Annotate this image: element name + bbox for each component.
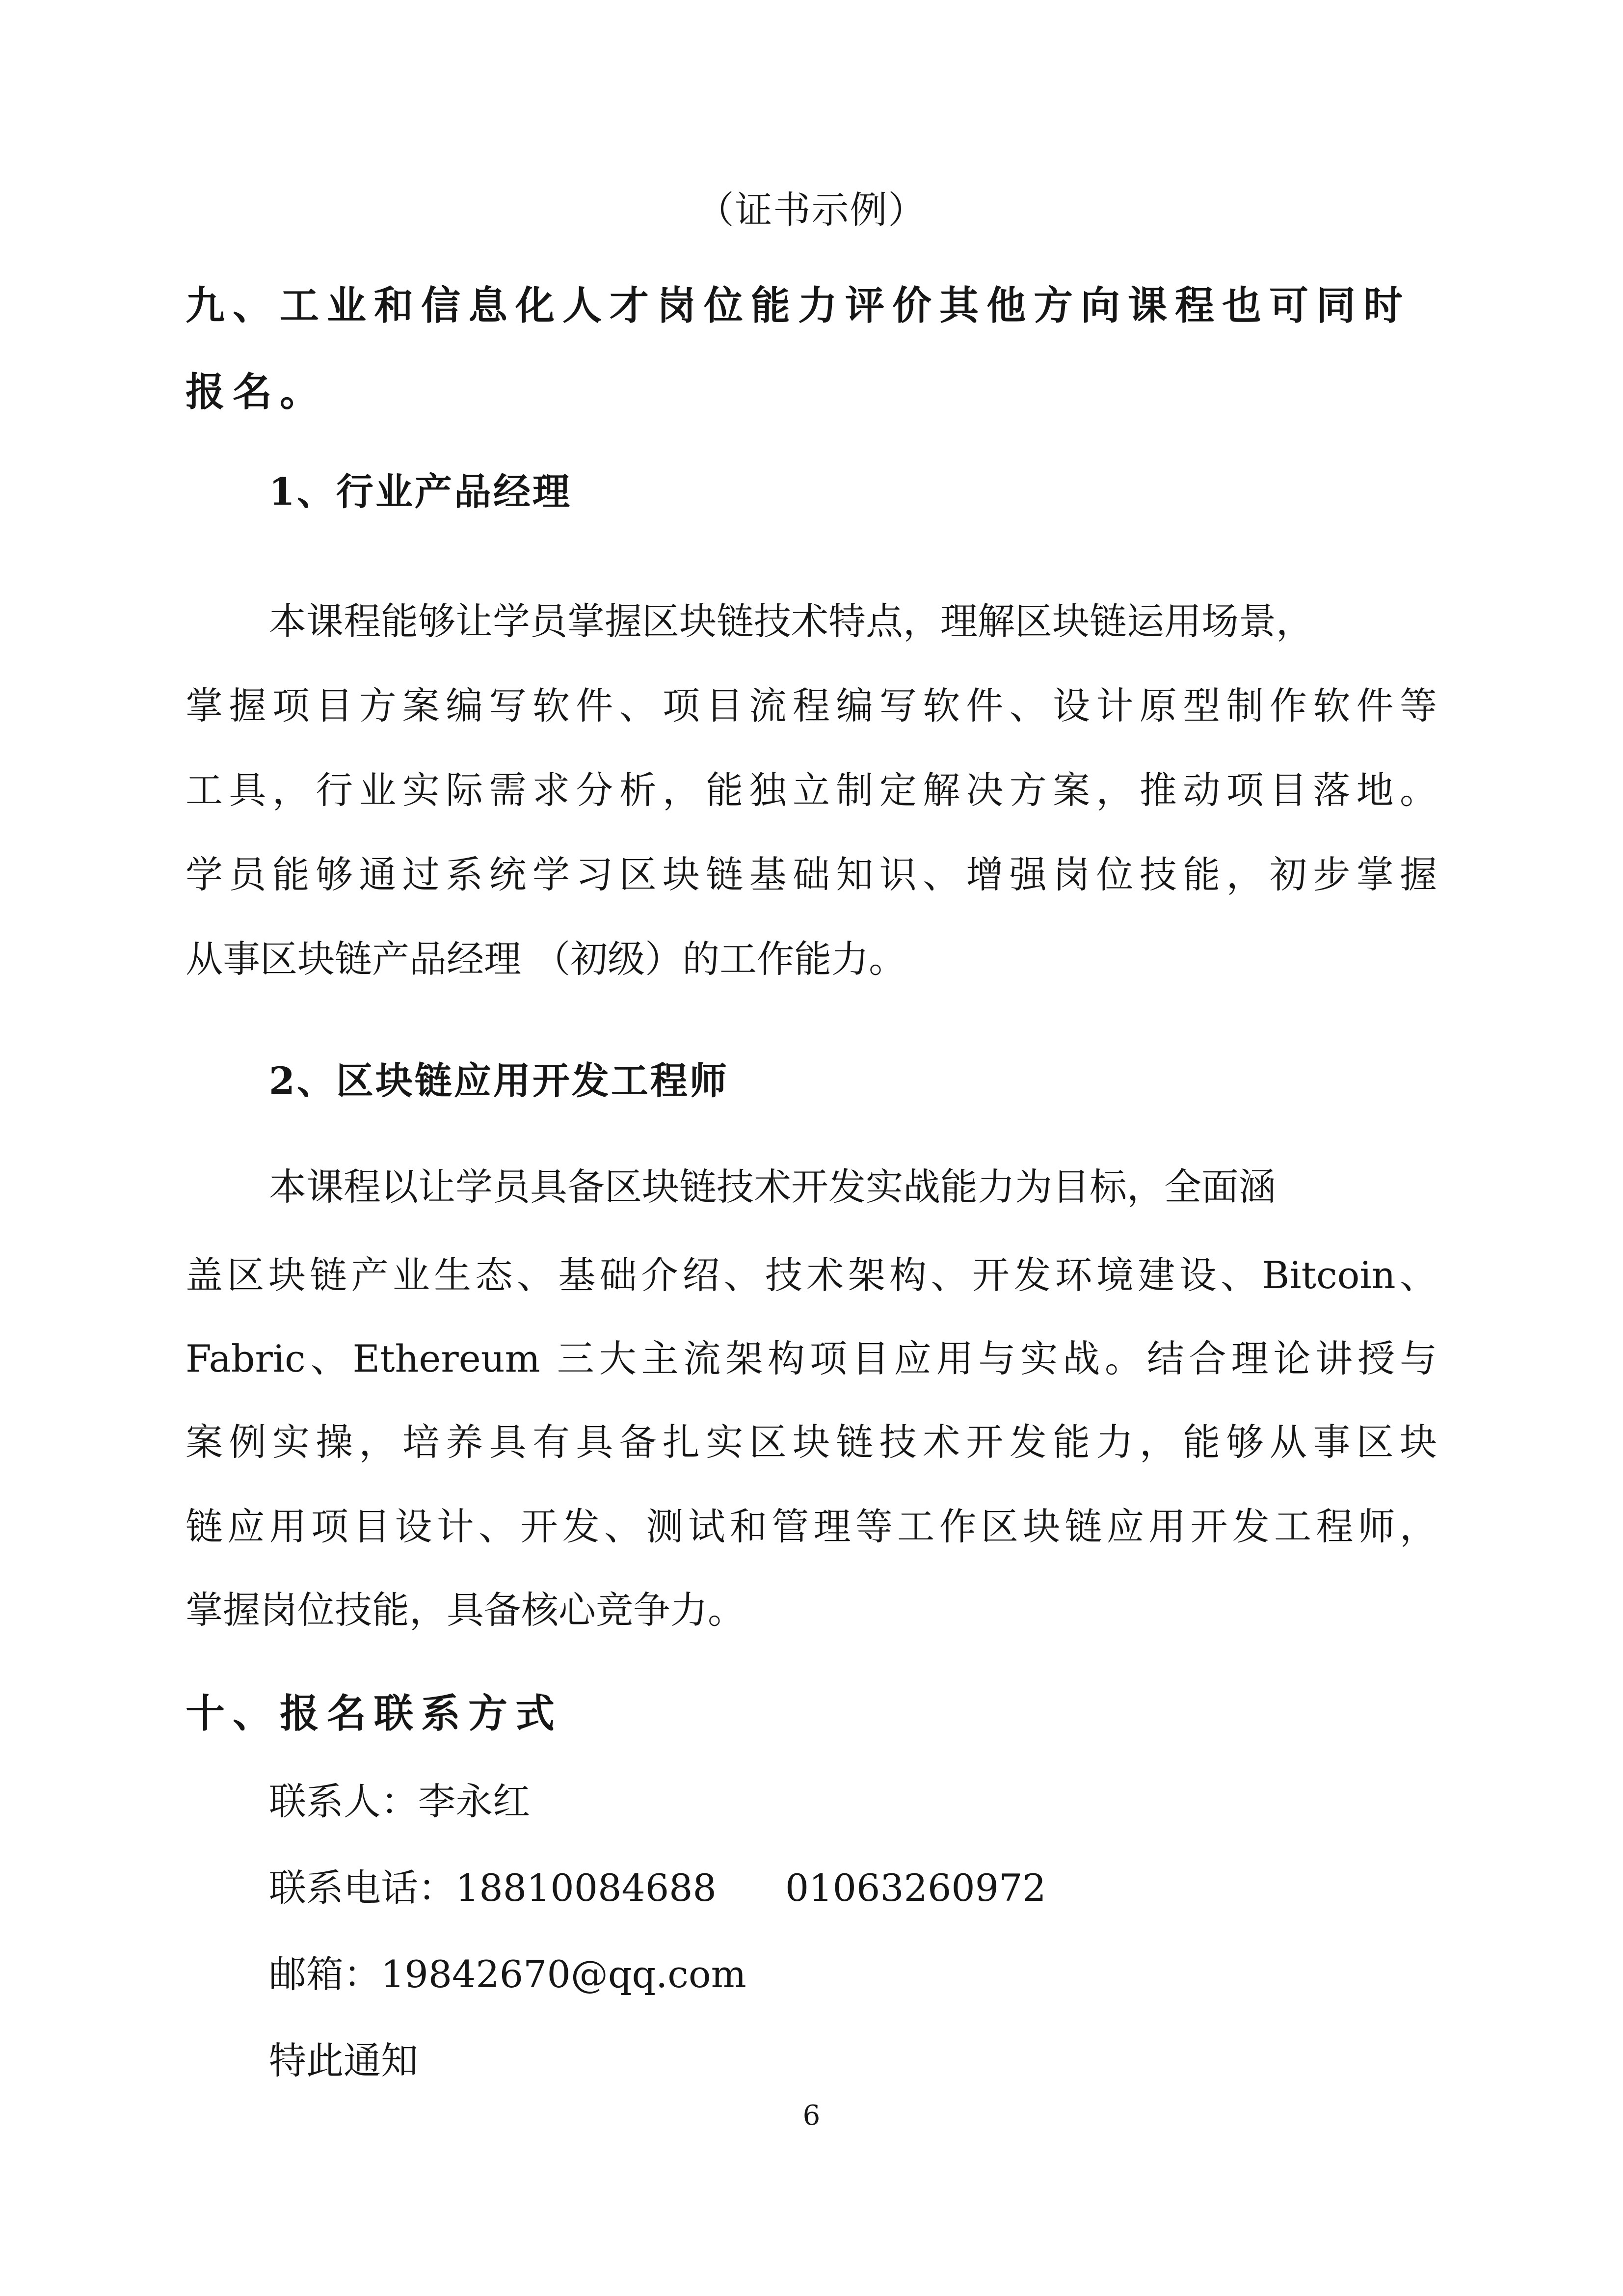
- section-9-title-line-2: 报名。: [186, 369, 327, 415]
- course-2-line: 盖区块链产业生态、基础介绍、技术架构、开发环境建设、Bitcoin、: [186, 1253, 1437, 1297]
- course-1-line: 工具，行业实际需求分析，能独立制定解决方案，推动项目落地。: [186, 768, 1437, 812]
- contact-person: 联系人：李永红: [269, 1780, 530, 1823]
- course-2-line: 本课程以让学员具备区块链技术开发实战能力为目标，全面涵: [269, 1165, 1276, 1209]
- course-1-title: 1、行业产品经理: [269, 470, 572, 513]
- course-2-title: 2、区块链应用开发工程师: [269, 1059, 729, 1103]
- closing-note: 特此通知: [269, 2039, 418, 2082]
- course-2-line: 链应用项目设计、开发、测试和管理等工作区块链应用开发工程师，: [186, 1505, 1437, 1548]
- course-1-line: 本课程能够让学员掌握区块链技术特点，理解区块链运用场景，: [269, 599, 1313, 643]
- page-number: 6: [802, 2100, 821, 2132]
- course-2-line: Fabric、Ethereum 三大主流架构项目应用与实战。结合理论讲授与: [186, 1337, 1437, 1380]
- contact-email: 邮箱：19842670@qq.com: [269, 1952, 746, 1996]
- course-2-line: 掌握岗位技能，具备核心竞争力。: [186, 1588, 745, 1632]
- contact-phone-primary: 联系电话：18810084688: [269, 1866, 717, 1910]
- contact-phone: [269, 1864, 1046, 1913]
- certificate-caption: （证书示例）: [696, 188, 927, 232]
- course-2-line: 案例实操，培养具有具备扎实区块链技术开发能力，能够从事区块: [186, 1420, 1437, 1464]
- course-1-line: 掌握项目方案编写软件、项目流程编写软件、设计原型制作软件等: [186, 684, 1437, 728]
- contact-phone-secondary: 01063260972: [785, 1866, 1046, 1910]
- course-1-line: 学员能够通过系统学习区块链基础知识、增强岗位技能，初步掌握: [186, 853, 1437, 896]
- section-9-title-line-1: 九、工业和信息化人才岗位能力评价其他方向课程也可同时: [186, 282, 1410, 328]
- course-1-line: 从事区块链产品经理 （初级）的工作能力。: [186, 937, 906, 981]
- section-10-title: 十、报名联系方式: [186, 1690, 562, 1736]
